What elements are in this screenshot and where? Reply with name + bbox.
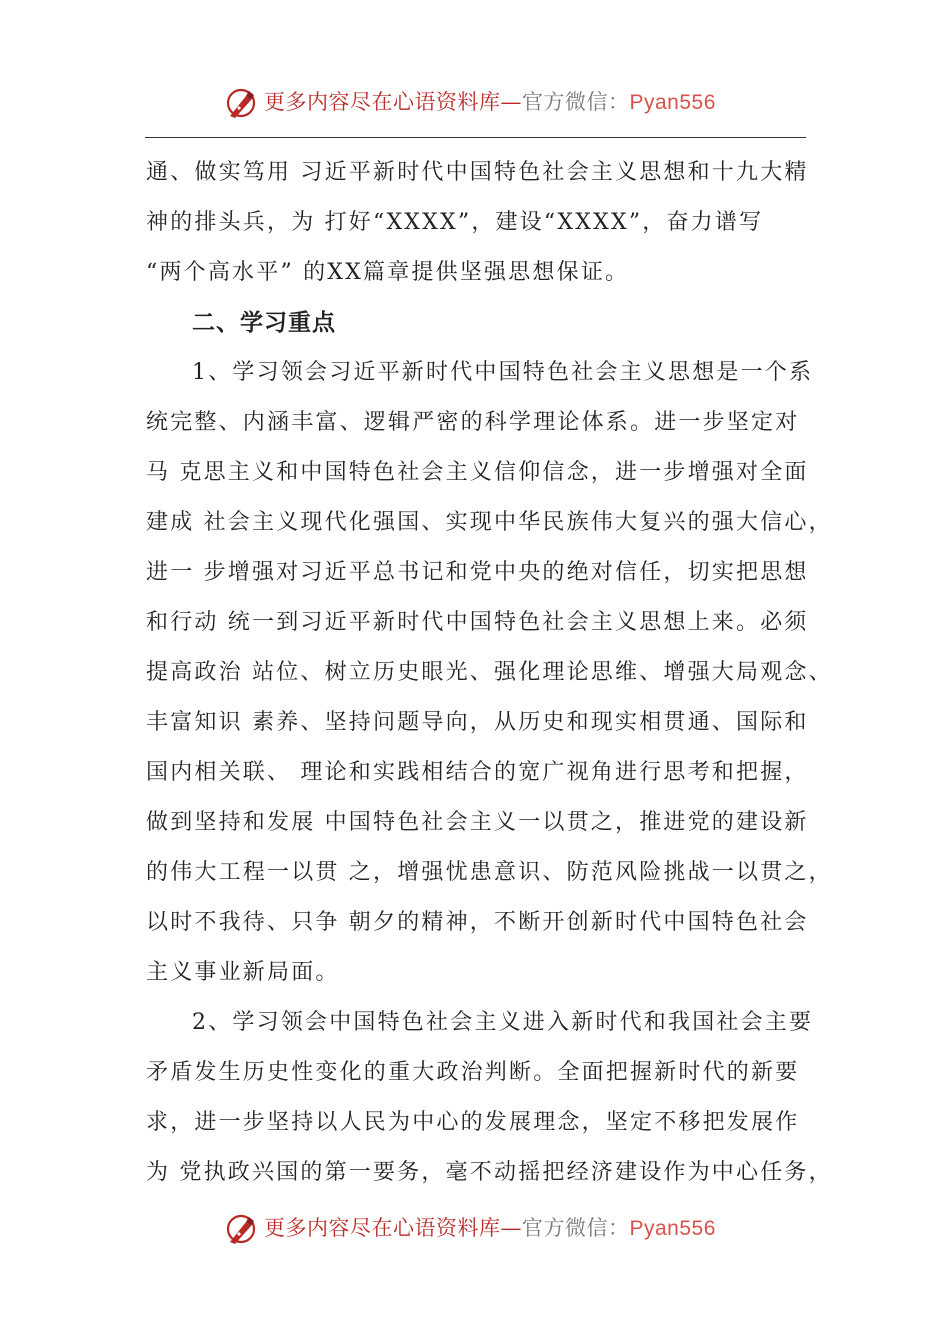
- banner-dash: —: [500, 1216, 522, 1240]
- banner-site-text: 更多内容尽在心语资料库: [264, 1216, 501, 1240]
- document-body: [146, 148, 833, 1198]
- banner-text: [264, 1214, 716, 1243]
- text-line: 2、学习领会中国特色社会主义进入新时代和我国社会主要: [192, 1010, 814, 1035]
- banner-account: Pyan556: [629, 1217, 716, 1240]
- text-line: 马 克思主义和中国特色社会主义信仰信念，进一步增强对全面: [146, 460, 809, 485]
- footer-banner: [0, 1208, 950, 1248]
- text-line: 进一 步增强对习近平总书记和党中央的绝对信任，切实把思想: [146, 560, 809, 585]
- text-line: 统完整、内涵丰富、逻辑严密的科学理论体系。进一步坚定对: [146, 410, 800, 435]
- text-line: 的伟大工程一以贯 之，增强忧患意识、防范风险挑战一以贯之，: [146, 860, 833, 885]
- text-line: 国内相关联、 理论和实践相结合的宽广视角进行思考和把握，: [146, 760, 809, 785]
- text-line: 建成 社会主义现代化强国、实现中华民族伟大复兴的强大信心，: [146, 510, 833, 535]
- text-line: 神的排头兵，为 打好“XXXX”，建设“XXXX”，奋力谱写: [146, 210, 764, 235]
- text-line: 矛盾发生历史性变化的重大政治判断。全面把握新时代的新要: [146, 1060, 800, 1085]
- text-line: 和行动 统一到习近平新时代中国特色社会主义思想上来。必须: [146, 610, 809, 635]
- header-banner: [0, 82, 950, 122]
- banner-site-text: 更多内容尽在心语资料库: [264, 90, 501, 114]
- text-line: 提高政治 站位、树立历史眼光、强化理论思维、增强大局观念、: [146, 660, 833, 685]
- text-line: “两个高水平” 的XX篇章提供坚强思想保证。: [146, 260, 630, 285]
- paragraph-2: [146, 998, 833, 1198]
- banner-text: [264, 88, 716, 117]
- header-divider: [145, 137, 806, 138]
- text-line: 以时不我待、只争 朝夕的精神，不断开创新时代中国特色社会: [146, 910, 809, 935]
- banner-dash: —: [500, 90, 522, 114]
- text-line: 1、学习领会习近平新时代中国特色社会主义思想是一个系: [192, 360, 814, 385]
- text-line: 求，进一步坚持以人民为中心的发展理念，坚定不移把发展作: [146, 1110, 800, 1135]
- text-line: 丰富知识 素养、坚持问题导向，从历史和现实相贯通、国际和: [146, 710, 809, 735]
- pen-nib-logo-icon: [224, 1212, 258, 1246]
- text-line: 做到坚持和发展 中国特色社会主义一以贯之，推进党的建设新: [146, 810, 809, 835]
- banner-wechat-label: 官方微信：: [522, 90, 630, 114]
- banner-wechat-label: 官方微信：: [522, 1216, 630, 1240]
- section-heading: 二、学习重点: [192, 310, 336, 336]
- pen-nib-logo-icon: [224, 86, 258, 120]
- paragraph-1: [146, 348, 833, 998]
- text-line: 通、做实笃用 习近平新时代中国特色社会主义思想和十九大精: [146, 160, 809, 185]
- banner-account: Pyan556: [629, 91, 716, 114]
- text-line: 主义事业新局面。: [146, 960, 340, 985]
- text-line: 为 党执政兴国的第一要务，毫不动摇把经济建设作为中心任务，: [146, 1160, 833, 1185]
